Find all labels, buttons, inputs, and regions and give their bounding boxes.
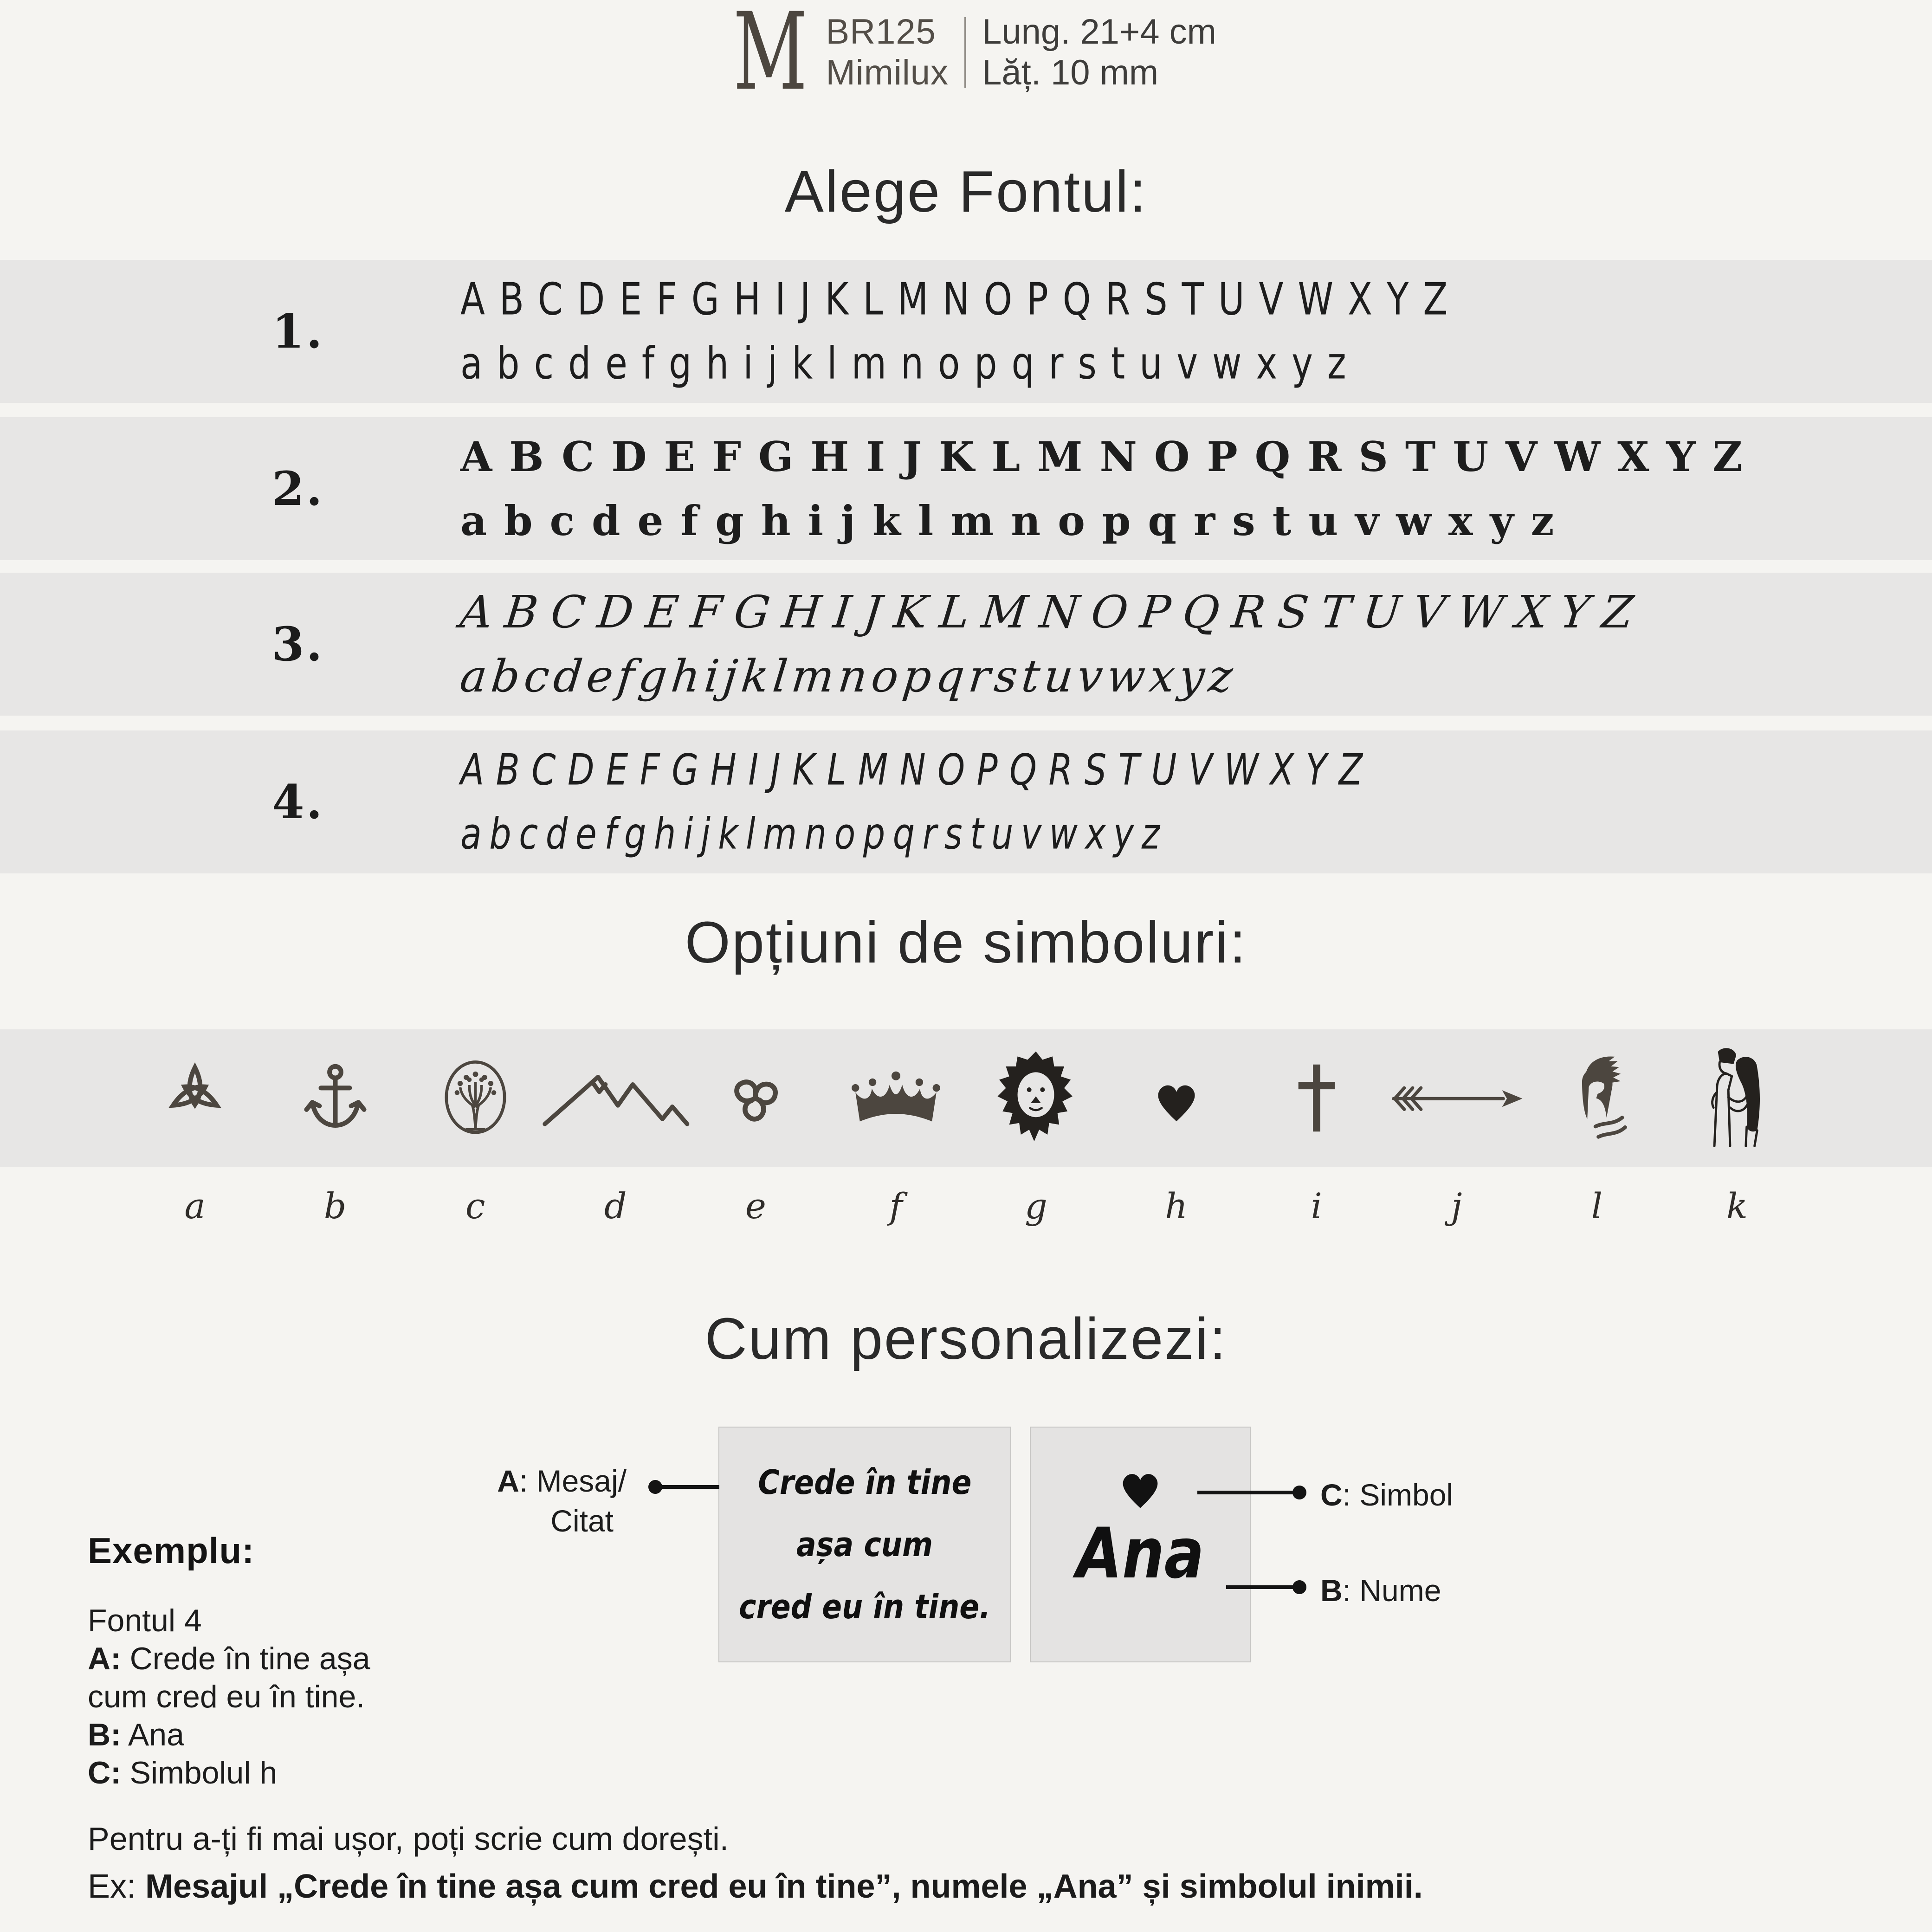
font-1-uppercase: ABCDEFGHIJKLMNOPQRSTUVWXYZ [460,273,1462,325]
symbol-letter: f [889,1185,903,1227]
name-example-box [1030,1427,1251,1662]
font-1-lowercase: abcdefghijklmnopqrstuvwxyz [460,337,1361,389]
font-2-lowercase: abcdefghijklmnopqrstuvwxyz [460,497,1571,545]
brand-block [826,12,949,93]
connector-line-b [1226,1585,1296,1589]
label-a-line2: Citat [550,1504,614,1538]
header [0,0,1932,114]
crown-icon [844,1029,948,1167]
anchor-icon [299,1029,371,1167]
lion-icon [994,1029,1078,1167]
symbol-option-g [966,1029,1105,1227]
triquetra-icon [151,1029,239,1167]
font-2-uppercase: ABCDEFGHIJKLMNOPQRSTUVWXYZ [460,433,1760,481]
symbols-section-title: Opțiuni de simboluri: [685,910,1247,975]
symbol-option-a [125,1029,265,1227]
footer-ex-bold: Mesajul „Crede în tine așa cum cred eu în tine”, numele „Ana” și simbolul inimii. [145,1868,1423,1905]
length-spec: Lung. 21+4 cm [982,12,1216,52]
label-symbol [1320,1475,1453,1515]
example-line: B: Ana [88,1717,184,1752]
tree-of-life-icon [437,1029,514,1167]
header-divider [964,17,966,88]
label-b-text: : Nume [1342,1573,1441,1608]
symbol-option-f [826,1029,965,1227]
symbol-letter: b [323,1185,347,1227]
symbol-option-l [1527,1029,1667,1227]
font-row-3-number: 3. [272,617,324,672]
font-row-4-sample [460,738,1536,866]
font-row-2 [0,417,1932,560]
heart-icon [1110,1462,1170,1510]
symbol-option-d [546,1029,685,1227]
symbol-letter: k [1726,1185,1748,1227]
symbols-grid [125,1029,1807,1227]
font-row-1 [0,260,1932,403]
font-4-lowercase: abcdefghijklmnopqrstuvwxyz [460,808,1168,859]
symbol-letter: c [465,1185,485,1227]
symbol-letter: e [745,1185,766,1227]
brand-logo: M [733,0,808,114]
quote-line-2: așa cum [796,1525,933,1564]
heart-icon [1148,1029,1205,1167]
symbol-option-j [1387,1029,1526,1227]
example-line: Fontul 4 [88,1603,202,1638]
symbol-letter: d [604,1185,627,1227]
symbol-option-i [1247,1029,1386,1227]
spartan-helmet-icon [1560,1029,1634,1167]
symbol-letter: j [1451,1185,1462,1227]
width-spec: Lăț. 10 mm [982,53,1159,92]
connector-line-c [1197,1491,1296,1494]
footer-example [88,1867,1423,1906]
brand-name: Mimilux [826,53,949,92]
label-c-text: : Simbol [1342,1478,1454,1512]
couple-icon [1693,1029,1781,1167]
example-block [88,1530,370,1792]
label-a-text: : Mesaj/ [519,1464,627,1498]
quote-example-box [718,1427,1011,1662]
symbol-option-b [265,1029,405,1227]
symbol-letter: i [1311,1185,1322,1227]
font-3-lowercase: abcdefghijklmnopqrstuvwxyz [458,650,1240,702]
mountains-icon [541,1029,690,1167]
footer-note [88,1820,1423,1906]
footer-hint: Pentru a-ți fi mai ușor, poți scrie cum dorești. [88,1821,729,1857]
font-row-2-number: 2. [272,461,324,516]
quote-line-3: cred eu în tine. [739,1587,991,1626]
footer-ex-prefix: Ex: [88,1868,146,1905]
symbol-letter: a [184,1185,206,1227]
symbol-option-h [1107,1029,1246,1227]
cross-icon [1291,1029,1342,1167]
font-row-2-sample [460,425,1759,553]
fonts-section-title: Alege Fontul: [784,159,1148,224]
symbol-option-k [1667,1029,1807,1227]
label-c-letter: C [1320,1478,1343,1512]
symbol-option-e [686,1029,825,1227]
label-message [441,1461,627,1541]
font-row-4 [0,730,1932,873]
triskelion-icon [716,1029,795,1167]
font-row-1-number: 1. [272,304,324,359]
arrow-icon [1378,1029,1536,1167]
symbol-option-c [406,1029,545,1227]
font-row-3 [0,573,1932,716]
example-line: cum cred eu în tine. [88,1679,365,1714]
font-row-3-sample [460,580,1646,708]
label-b-letter: B [1320,1573,1343,1608]
font-row-4-number: 4. [272,775,324,829]
quote-line-1: Crede în tine [758,1463,972,1502]
font-row-1-sample [460,267,1599,395]
example-title: Exemplu: [88,1530,255,1571]
dimensions-block [982,12,1216,93]
example-name: Ana [1076,1513,1204,1594]
symbol-letter: h [1165,1185,1188,1227]
symbol-letter: g [1025,1185,1047,1227]
font-4-uppercase: ABCDEFGHIJKLMNOPQRSTUVWXYZ [460,744,1375,795]
example-line: C: Simbolul h [88,1755,278,1790]
connector-line-a [655,1485,719,1489]
personalize-section-title: Cum personalizezi: [704,1306,1228,1371]
label-name [1320,1570,1441,1610]
connector-dot-c [1292,1486,1306,1499]
connector-dot-b [1292,1580,1306,1594]
label-a-letter: A [497,1464,519,1498]
product-code: BR125 [826,12,936,52]
example-lines [88,1602,370,1792]
example-line: A: Crede în tine așa [88,1641,370,1676]
font-3-uppercase: ABCDEFGHIJKLMNOPQRSTUVWXYZ [458,586,1648,638]
symbol-letter: l [1591,1185,1602,1227]
